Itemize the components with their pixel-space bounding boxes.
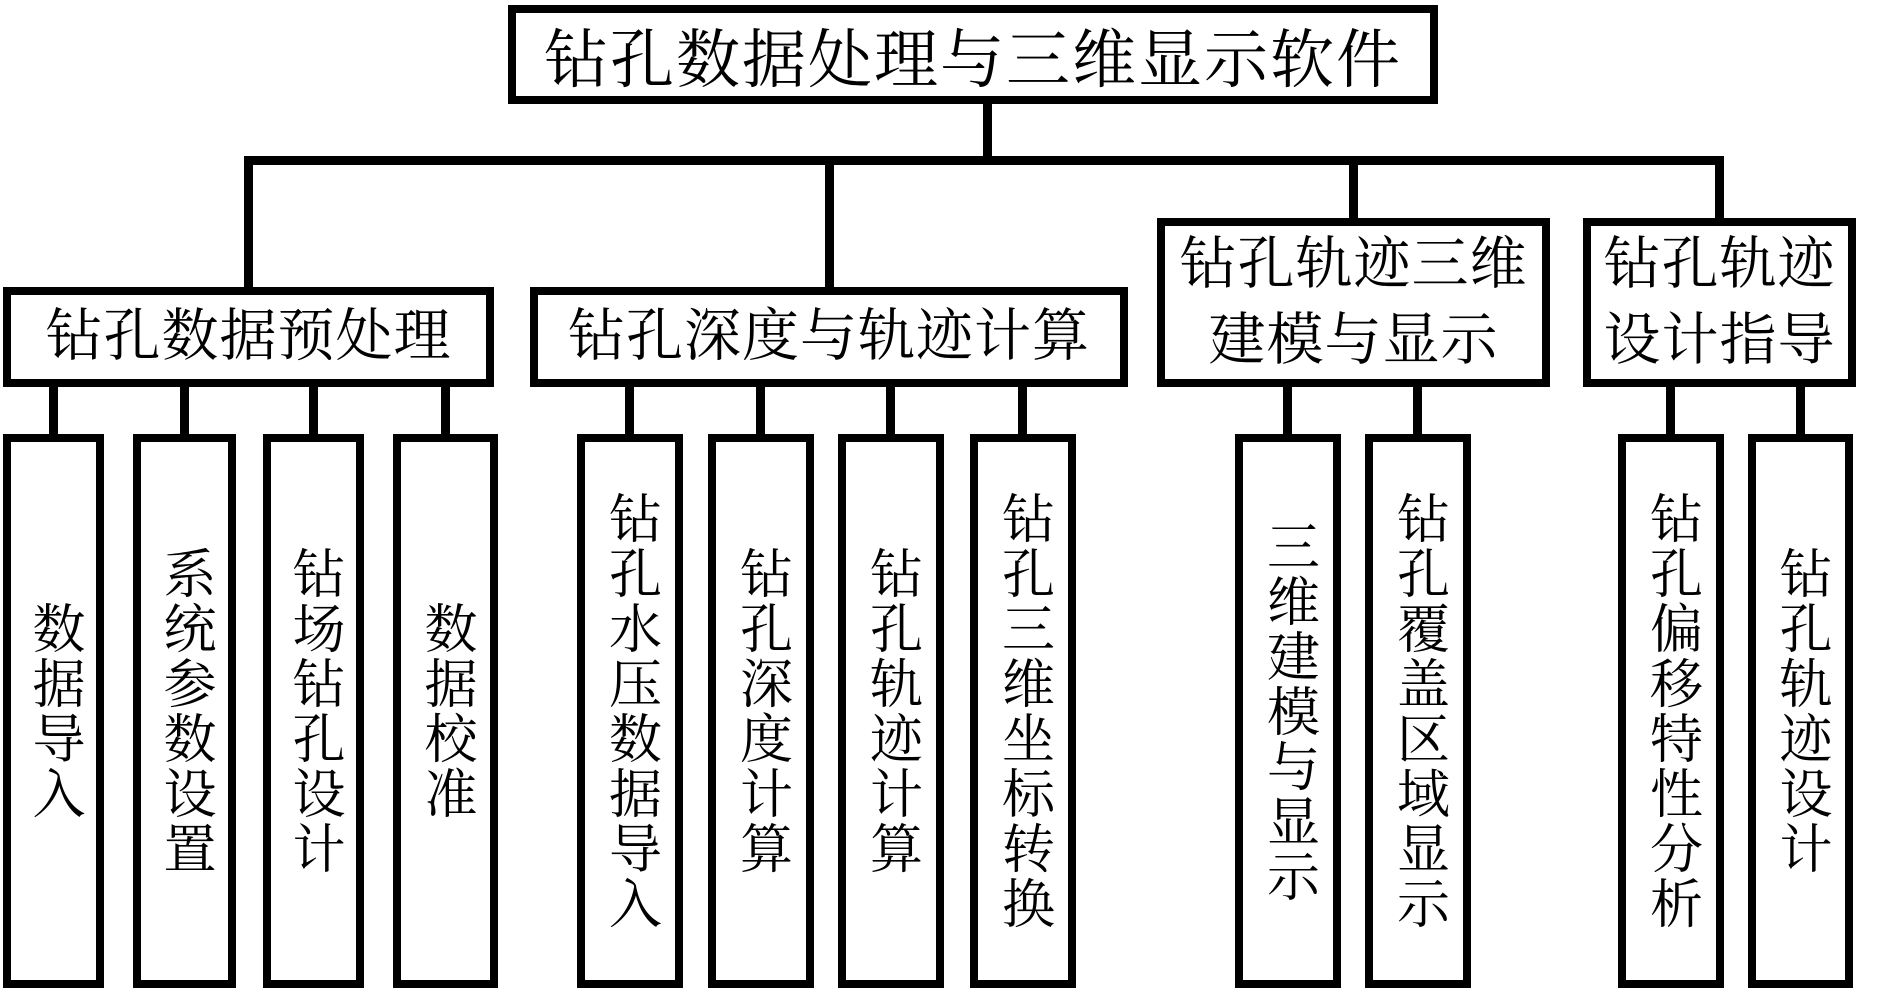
leaf-box-system-parameter-settings: [133, 434, 236, 988]
group-label: 钻孔数据预处理: [45, 305, 452, 369]
connector-stem-group-1: [244, 158, 253, 291]
leaf-box-data-import: [3, 434, 104, 988]
connector-stem-leaf-11: [1666, 383, 1675, 438]
connector-stem-leaf-2: [180, 383, 189, 438]
leaf-label: 数据校准: [417, 601, 475, 821]
connector-stem-leaf-6: [756, 383, 765, 438]
connector-stem-leaf-7: [886, 383, 895, 438]
connector-stem-group-4: [1715, 158, 1724, 222]
root-box-software-title: [508, 5, 1438, 104]
root-label: 钻孔数据处理与三维显示软件: [544, 24, 1402, 96]
leaf-label: 钻孔轨迹计算: [862, 546, 921, 876]
connector-stem-leaf-8: [1018, 383, 1027, 438]
leaf-box-borehole-trajectory-calculation: [838, 434, 944, 988]
leaf-box-3d-modeling-and-display: [1235, 434, 1341, 988]
connector-stem-leaf-4: [441, 383, 450, 438]
connector-stem-leaf-1: [49, 383, 58, 438]
connector-stem-leaf-5: [625, 383, 634, 438]
group-label-line-2: 设计指导: [1603, 308, 1836, 372]
connector-stem-leaf-3: [309, 383, 318, 438]
leaf-box-drill-site-borehole-design: [263, 434, 364, 988]
leaf-box-data-calibration: [393, 434, 498, 988]
leaf-label: 钻孔三维坐标转换: [994, 491, 1053, 931]
group-label: 钻孔深度与轨迹计算: [568, 305, 1090, 369]
leaf-label: 钻孔偏移特性分析: [1642, 491, 1701, 931]
connector-main-rail: [244, 156, 1724, 165]
leaf-label: 钻孔水压数据导入: [601, 491, 660, 931]
connector-stem-group-2: [825, 158, 834, 291]
group-box-depth-trajectory-calculation: [530, 287, 1128, 387]
connector-stem-group-3: [1349, 158, 1358, 222]
group-box-trajectory-3d-modeling-display: [1157, 218, 1550, 387]
leaf-label: 数据导入: [25, 601, 83, 821]
leaf-box-borehole-trajectory-design: [1748, 434, 1853, 988]
leaf-label: 三维建模与显示: [1259, 518, 1318, 904]
leaf-label: 钻孔覆盖区域显示: [1389, 491, 1448, 931]
connector-stem-leaf-10: [1413, 383, 1422, 438]
group-box-trajectory-design-guidance: [1583, 218, 1856, 387]
group-label-line-1: 钻孔轨迹三维: [1179, 233, 1528, 297]
group-label: [1604, 227, 1836, 377]
leaf-label: 钻场钻孔设计: [285, 546, 343, 876]
connector-stem-leaf-9: [1283, 383, 1292, 438]
group-label-line-2: 建模与显示: [1208, 308, 1499, 372]
leaf-box-borehole-coverage-area-display: [1365, 434, 1471, 988]
connector-stem-leaf-12: [1796, 383, 1805, 438]
leaf-label: 钻孔轨迹设计: [1772, 546, 1830, 876]
leaf-box-borehole-deviation-characteristic-analysis: [1618, 434, 1724, 988]
leaf-box-borehole-3d-coordinate-transformation: [970, 434, 1076, 988]
group-box-data-preprocessing: [3, 287, 494, 387]
leaf-label: 系统参数设置: [156, 546, 214, 876]
group-label: [1180, 227, 1528, 377]
leaf-label: 钻孔深度计算: [732, 546, 791, 876]
leaf-box-borehole-depth-calculation: [708, 434, 814, 988]
leaf-box-water-pressure-data-import: [577, 434, 683, 988]
group-label-line-1: 钻孔轨迹: [1603, 233, 1836, 297]
connector-root-stem: [983, 100, 992, 162]
